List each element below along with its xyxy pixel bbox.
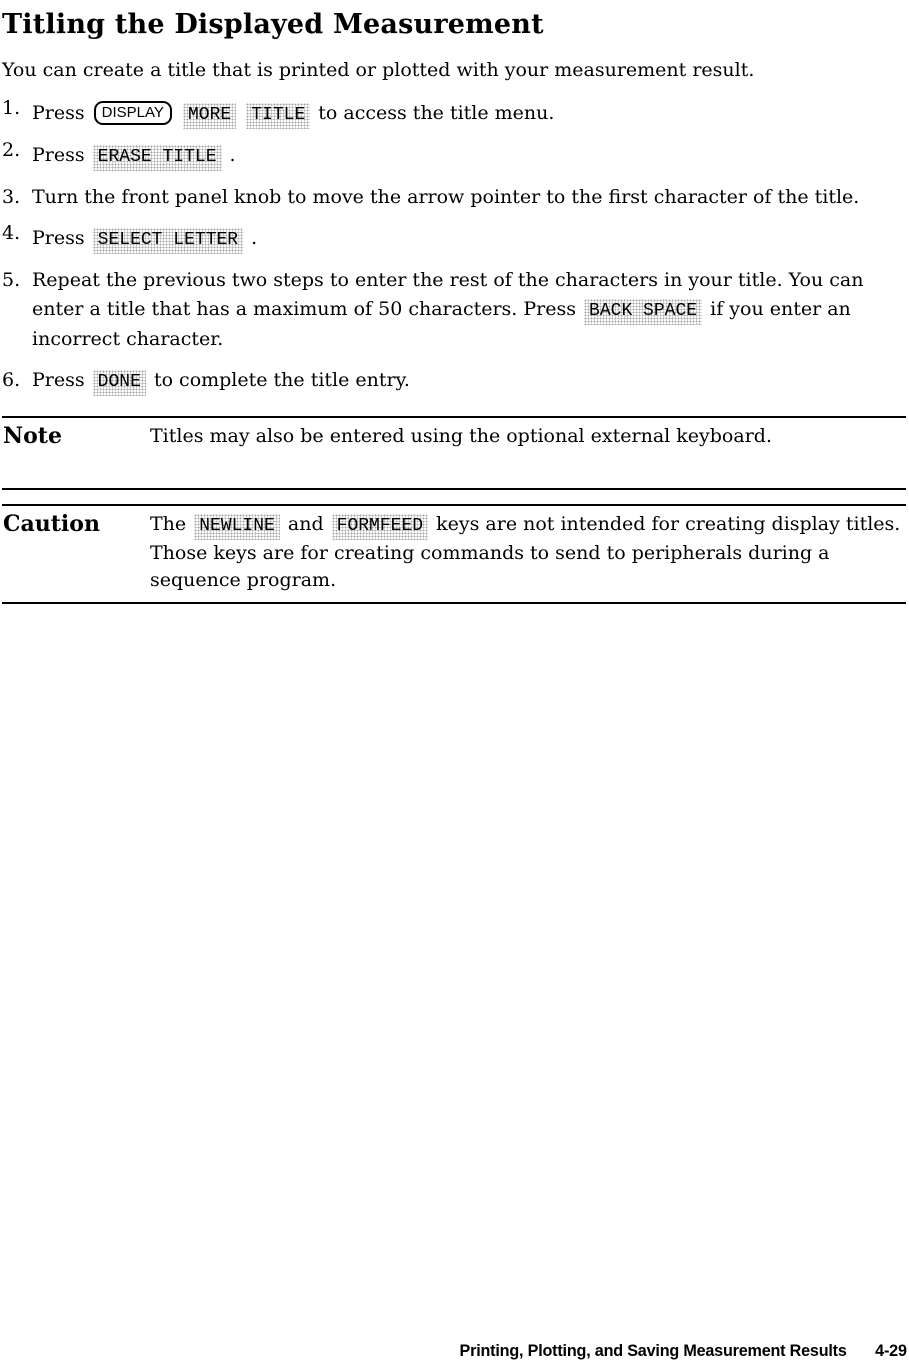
footer-section-title: Printing, Plotting, and Saving Measurement Results [459, 1341, 847, 1360]
step-text-pre: Press [32, 227, 85, 249]
title-softkey: TITLE [246, 103, 310, 129]
step-text-pre: Repeat the previous two steps to enter the rest of the characters in your title. You can enter a title that has a maximum of 50 characters. Press [32, 269, 864, 320]
step-number: 5. [2, 269, 21, 291]
note-block [2, 416, 906, 490]
display-keycap: DISPLAY [94, 101, 172, 125]
page-footer [460, 1341, 907, 1361]
step-text-pre: Press [32, 369, 85, 391]
erase-title-softkey: ERASE TITLE [93, 145, 222, 171]
done-softkey: DONE [93, 370, 146, 396]
step-text [32, 99, 906, 129]
step-2 [2, 141, 906, 171]
formfeed-softkey: FORMFEED [332, 514, 428, 540]
step-text: Turn the front panel knob to move the arrow pointer to the first character of the title. [32, 186, 860, 208]
caution-block [2, 504, 906, 604]
caution-heading: Caution [3, 511, 100, 537]
newline-softkey: NEWLINE [194, 514, 280, 540]
step-text-pre: Press [32, 144, 85, 166]
step-number: 4. [2, 222, 21, 244]
step-text [32, 224, 906, 254]
caution-text-pre: The [150, 513, 187, 535]
step-text [32, 266, 906, 354]
step-text-post: to access the title menu. [318, 102, 555, 124]
caution-text-post: keys are not intended for creating display titles. Those keys are for creating commands to send to peripherals during a sequence program. [150, 513, 901, 591]
step-number: 3. [2, 186, 21, 208]
step-text [32, 366, 906, 396]
step-text-post: if you enter an incorrect character. [32, 298, 851, 350]
select-letter-softkey: SELECT LETTER [93, 228, 243, 254]
intro-paragraph: You can create a title that is printed or plotted with your measurement result. [2, 59, 755, 81]
page-title: Titling the Displayed Measurement [2, 9, 544, 40]
note-body: Titles may also be entered using the optional external keyboard. [150, 425, 772, 447]
numbered-steps [2, 99, 906, 396]
caution-body [150, 511, 906, 594]
step-text [32, 141, 906, 171]
step-text-pre: Press [32, 102, 85, 124]
step-4 [2, 224, 906, 254]
more-softkey: MORE [183, 103, 236, 129]
step-3 [2, 183, 906, 212]
step-1 [2, 99, 906, 129]
caution-text-mid: and [287, 513, 324, 535]
step-number: 6. [2, 369, 21, 391]
step-text-post: . [251, 227, 258, 249]
step-number: 2. [2, 139, 21, 161]
note-heading: Note [3, 423, 62, 449]
step-6 [2, 366, 906, 396]
back-space-softkey: BACK SPACE [584, 299, 702, 325]
step-5 [2, 266, 906, 354]
step-text-post: . [229, 144, 236, 166]
step-text-post: to complete the title entry. [153, 369, 410, 391]
footer-page-number: 4-29 [875, 1341, 907, 1360]
step-number: 1. [2, 97, 21, 119]
